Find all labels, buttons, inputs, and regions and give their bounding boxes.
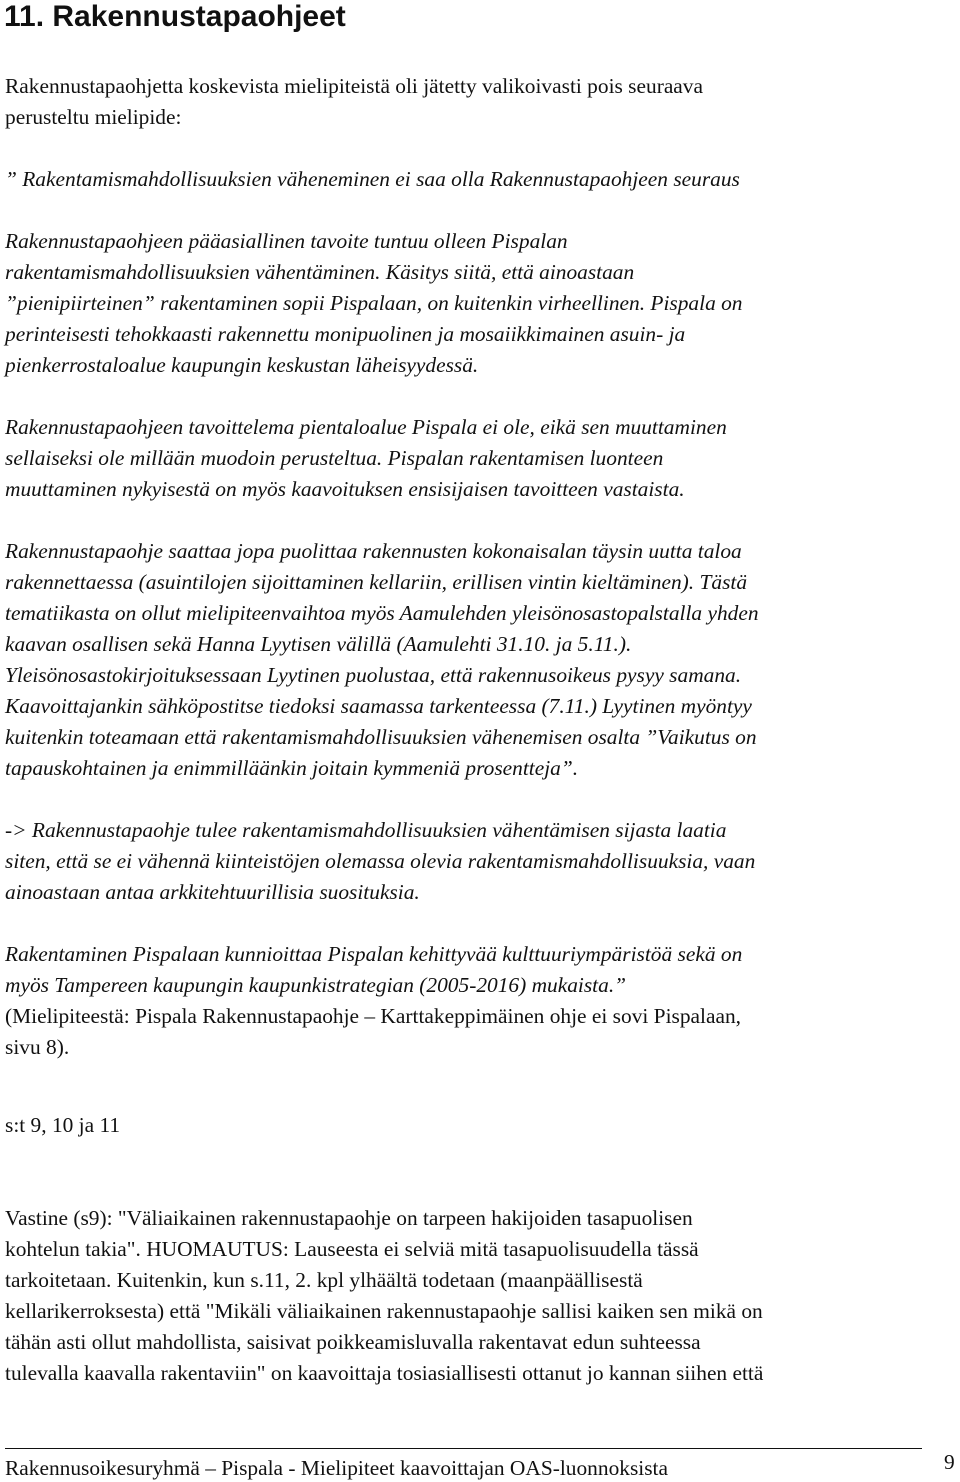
text-line: Rakennustapaohjeen pääasiallinen tavoite tuntuu olleen Pispalan	[5, 229, 568, 253]
text-line: tarkoitetaan. Kuitenkin, kun s.11, 2. kpl ylhäältä todetaan (maanpäällisestä	[5, 1268, 643, 1292]
text-line: Vastine (s9): "Väliaikainen rakennustapaohje on tarpeen hakijoiden tasapuolisen	[5, 1206, 693, 1230]
text-line: rakentamismahdollisuuksien vähentäminen. Käsitys siitä, että ainoastaan	[5, 260, 635, 284]
text-line: (Mielipiteestä: Pispala Rakennustapaohje – Karttakeppimäinen ohje ei sovi Pispalaan,	[5, 1004, 742, 1028]
text-line: tähän asti ollut mahdollista, saisivat poikkeamisluvalla rakentavat edun suhteessa	[5, 1330, 701, 1354]
text-line: kuitenkin toteamaan että rakentamismahdollisuuksien vähenemisen osalta ”Vaikutus on	[5, 725, 757, 749]
text-line: kaavan osallisen sekä Hanna Lyytisen välillä (Aamulehti 31.10. ja 5.11.).	[5, 632, 632, 656]
text-line: Rakennustapaohje saattaa jopa puolittaa rakennusten kokonaisalan täysin uutta taloa	[5, 539, 742, 563]
text-line: sellaiseksi ole millään muodoin perusteltua. Pispalan rakentamisen luonteen	[5, 446, 664, 470]
text-line: perusteltu mielipide:	[5, 105, 182, 129]
text-line: sivu 8).	[5, 1035, 70, 1059]
footer-text: Rakennusoikesuryhmä – Pispala - Mielipiteet kaavoittajan OAS-luonnoksista	[5, 1456, 668, 1480]
text-line: tapauskohtainen ja enimmilläänkin joitain kymmeniä prosentteja”.	[5, 756, 579, 780]
text-line: Yleisönosastokirjoituksessaan Lyytinen puolustaa, että rakennusoikeus pysyy samana.	[5, 663, 742, 687]
text-line: ”pienipiirteinen” rakentaminen sopii Pispalaan, on kuitenkin virheellinen. Pispala on	[5, 291, 743, 315]
text-line: Kaavoittajankin sähköpostitse tiedoksi saamassa tarkenteessa (7.11.) Lyytinen myöntyy	[5, 694, 752, 718]
text-line: tematiikasta on ollut mielipiteenvaihtoa myös Aamulehden yleisönosastopalstalla yhden	[5, 601, 759, 625]
text-line: pienkerrostaloalue kaupungin keskustan läheisyydessä.	[5, 353, 479, 377]
text-line: Rakennustapaohjetta koskevista mielipiteistä oli jätetty valikoivasti pois seuraava	[5, 74, 703, 98]
text-line: kohtelun takia". HUOMAUTUS: Lauseesta ei selviä mitä tasapuolisuudella tässä	[5, 1237, 699, 1261]
footer-divider	[5, 1448, 922, 1449]
text-line: muuttaminen nykyisestä on myös kaavoituksen ensisijaisen tavoitteen vastaista.	[5, 477, 685, 501]
text-line: Rakentaminen Pispalaan kunnioittaa Pispalan kehittyvää kulttuuriympäristöä sekä on	[5, 942, 743, 966]
text-line: perinteisesti tehokkaasti rakennettu monipuolinen ja mosaiikkimainen asuin- ja	[5, 322, 686, 346]
text-line: s:t 9, 10 ja 11	[5, 1113, 121, 1137]
text-line: tulevalla kaavalla rakentaviin" on kaavoittaja tosiasiallisesti ottanut jo kannan siihen että	[5, 1361, 764, 1385]
section-heading: 11. Rakennustapaohjeet	[4, 0, 346, 33]
text-line: kellarikerroksesta) että "Mikäli väliaikainen rakennustapaohje sallisi kaiken sen mikä on	[5, 1299, 763, 1323]
text-line: -> Rakennustapaohje tulee rakentamismahdollisuuksien vähentämisen sijasta laatia	[5, 818, 727, 842]
text-line: siten, että se ei vähennä kiinteistöjen olemassa olevia rakentamismahdollisuuksia, vaan	[5, 849, 756, 873]
text-line: myös Tampereen kaupungin kaupunkistrategian (2005-2016) mukaista.”	[5, 973, 627, 997]
text-line: ” Rakentamismahdollisuuksien väheneminen ei saa olla Rakennustapaohjeen seuraus	[5, 167, 740, 191]
page-number: 9	[944, 1450, 955, 1474]
text-line: rakennettaessa (asuintilojen sijoittaminen kellariin, erillisen vintin kieltäminen). Tästä	[5, 570, 748, 594]
text-line: ainoastaan antaa arkkitehtuurillisia suosituksia.	[5, 880, 420, 904]
text-line: Rakennustapaohjeen tavoittelema pientaloalue Pispala ei ole, eikä sen muuttaminen	[5, 415, 727, 439]
